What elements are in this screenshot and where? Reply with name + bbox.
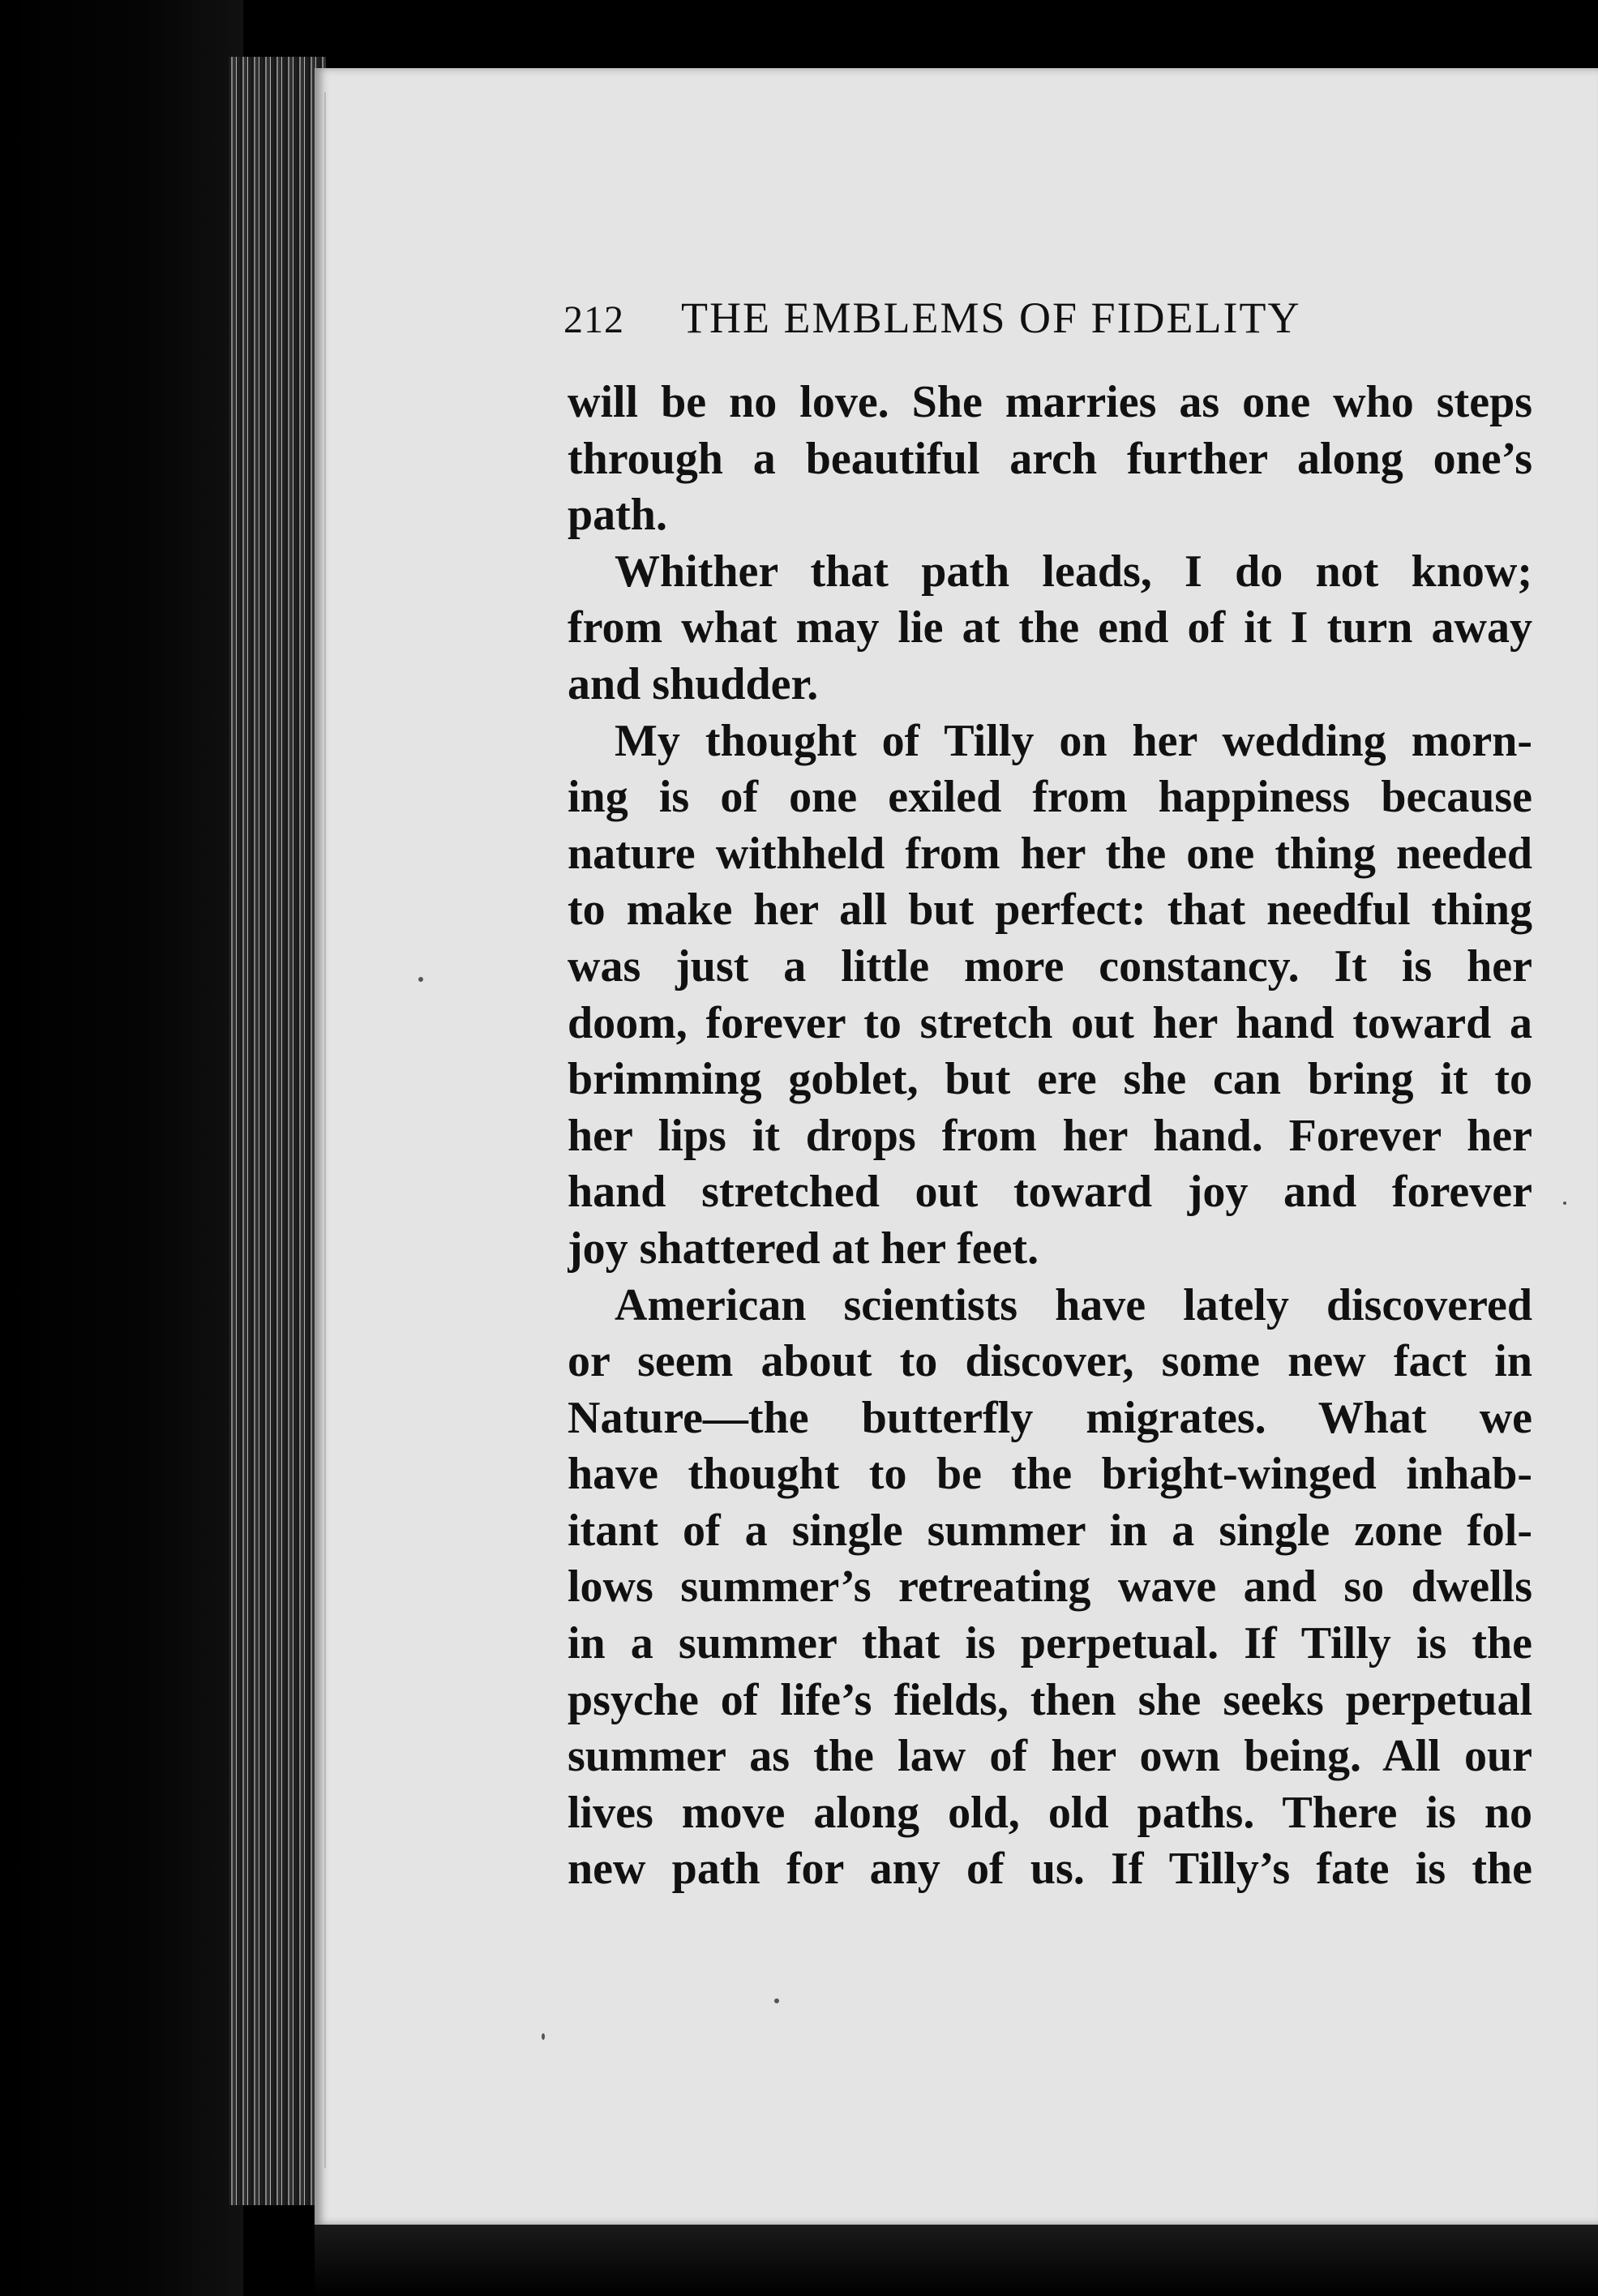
text-line: to make her all but perfect: that needful thing [568,885,1532,936]
text-line: itant of a single summer in a single zone fol- [568,1505,1532,1556]
text-line: was just a little more constancy. It is her [568,940,1532,992]
speck [1563,1202,1566,1205]
text-line: from what may lie at the end of it I turn away [568,602,1532,653]
text-line: lows summer’s retreating wave and so dwells [568,1561,1532,1613]
text-line: hand stretched out toward joy and forever [568,1167,1532,1218]
text-line: joy shattered at her feet. [568,1223,1039,1274]
text-line: path. [568,490,667,541]
text-line: brimming goblet, but ere she can bring it to [568,1054,1532,1105]
speck [542,2033,545,2040]
page-stack-edge [229,57,326,2205]
text-line: through a beautiful arch further along one’s [568,433,1532,484]
text-line: Whither that path leads, I do not know; [615,546,1532,597]
text-line: psyche of life’s fields, then she seeks perpetual [568,1674,1532,1725]
speck [774,1998,779,2003]
text-line: will be no love. She marries as one who steps [568,377,1532,427]
page-header [563,292,1536,349]
text-line: ing is of one exiled from happiness because [568,772,1532,823]
text-line: her lips it drops from her hand. Forever her [568,1110,1532,1161]
page-gutter-line [315,92,326,2168]
text-line: My thought of Tilly on her wedding morn- [615,715,1532,766]
text-line: and shudder. [568,658,819,709]
text-line: have thought to be the bright-winged inhab- [568,1449,1532,1500]
page-number: 212 [563,298,624,341]
text-line: doom, forever to stretch out her hand toward a [568,997,1532,1048]
running-title: THE EMBLEMS OF FIDELITY [681,293,1301,342]
text-line: or seem about to discover, some new fact in [568,1336,1532,1387]
speck [418,977,423,982]
page-bottom-shadow [315,2225,1598,2296]
text-line: American scientists have lately discovered [615,1279,1532,1330]
text-line: Nature—the butterfly migrates. What we [568,1392,1532,1443]
body-text [568,375,1532,1898]
text-line: lives move along old, old paths. There is no [568,1787,1532,1838]
text-line: new path for any of us. If Tilly’s fate is the [568,1844,1532,1895]
text-line: in a summer that is perpetual. If Tilly is the [568,1618,1532,1669]
book-spine-shadow [0,0,243,2296]
text-line: summer as the law of her own being. All our [568,1731,1532,1782]
text-line: nature withheld from her the one thing needed [568,828,1532,879]
